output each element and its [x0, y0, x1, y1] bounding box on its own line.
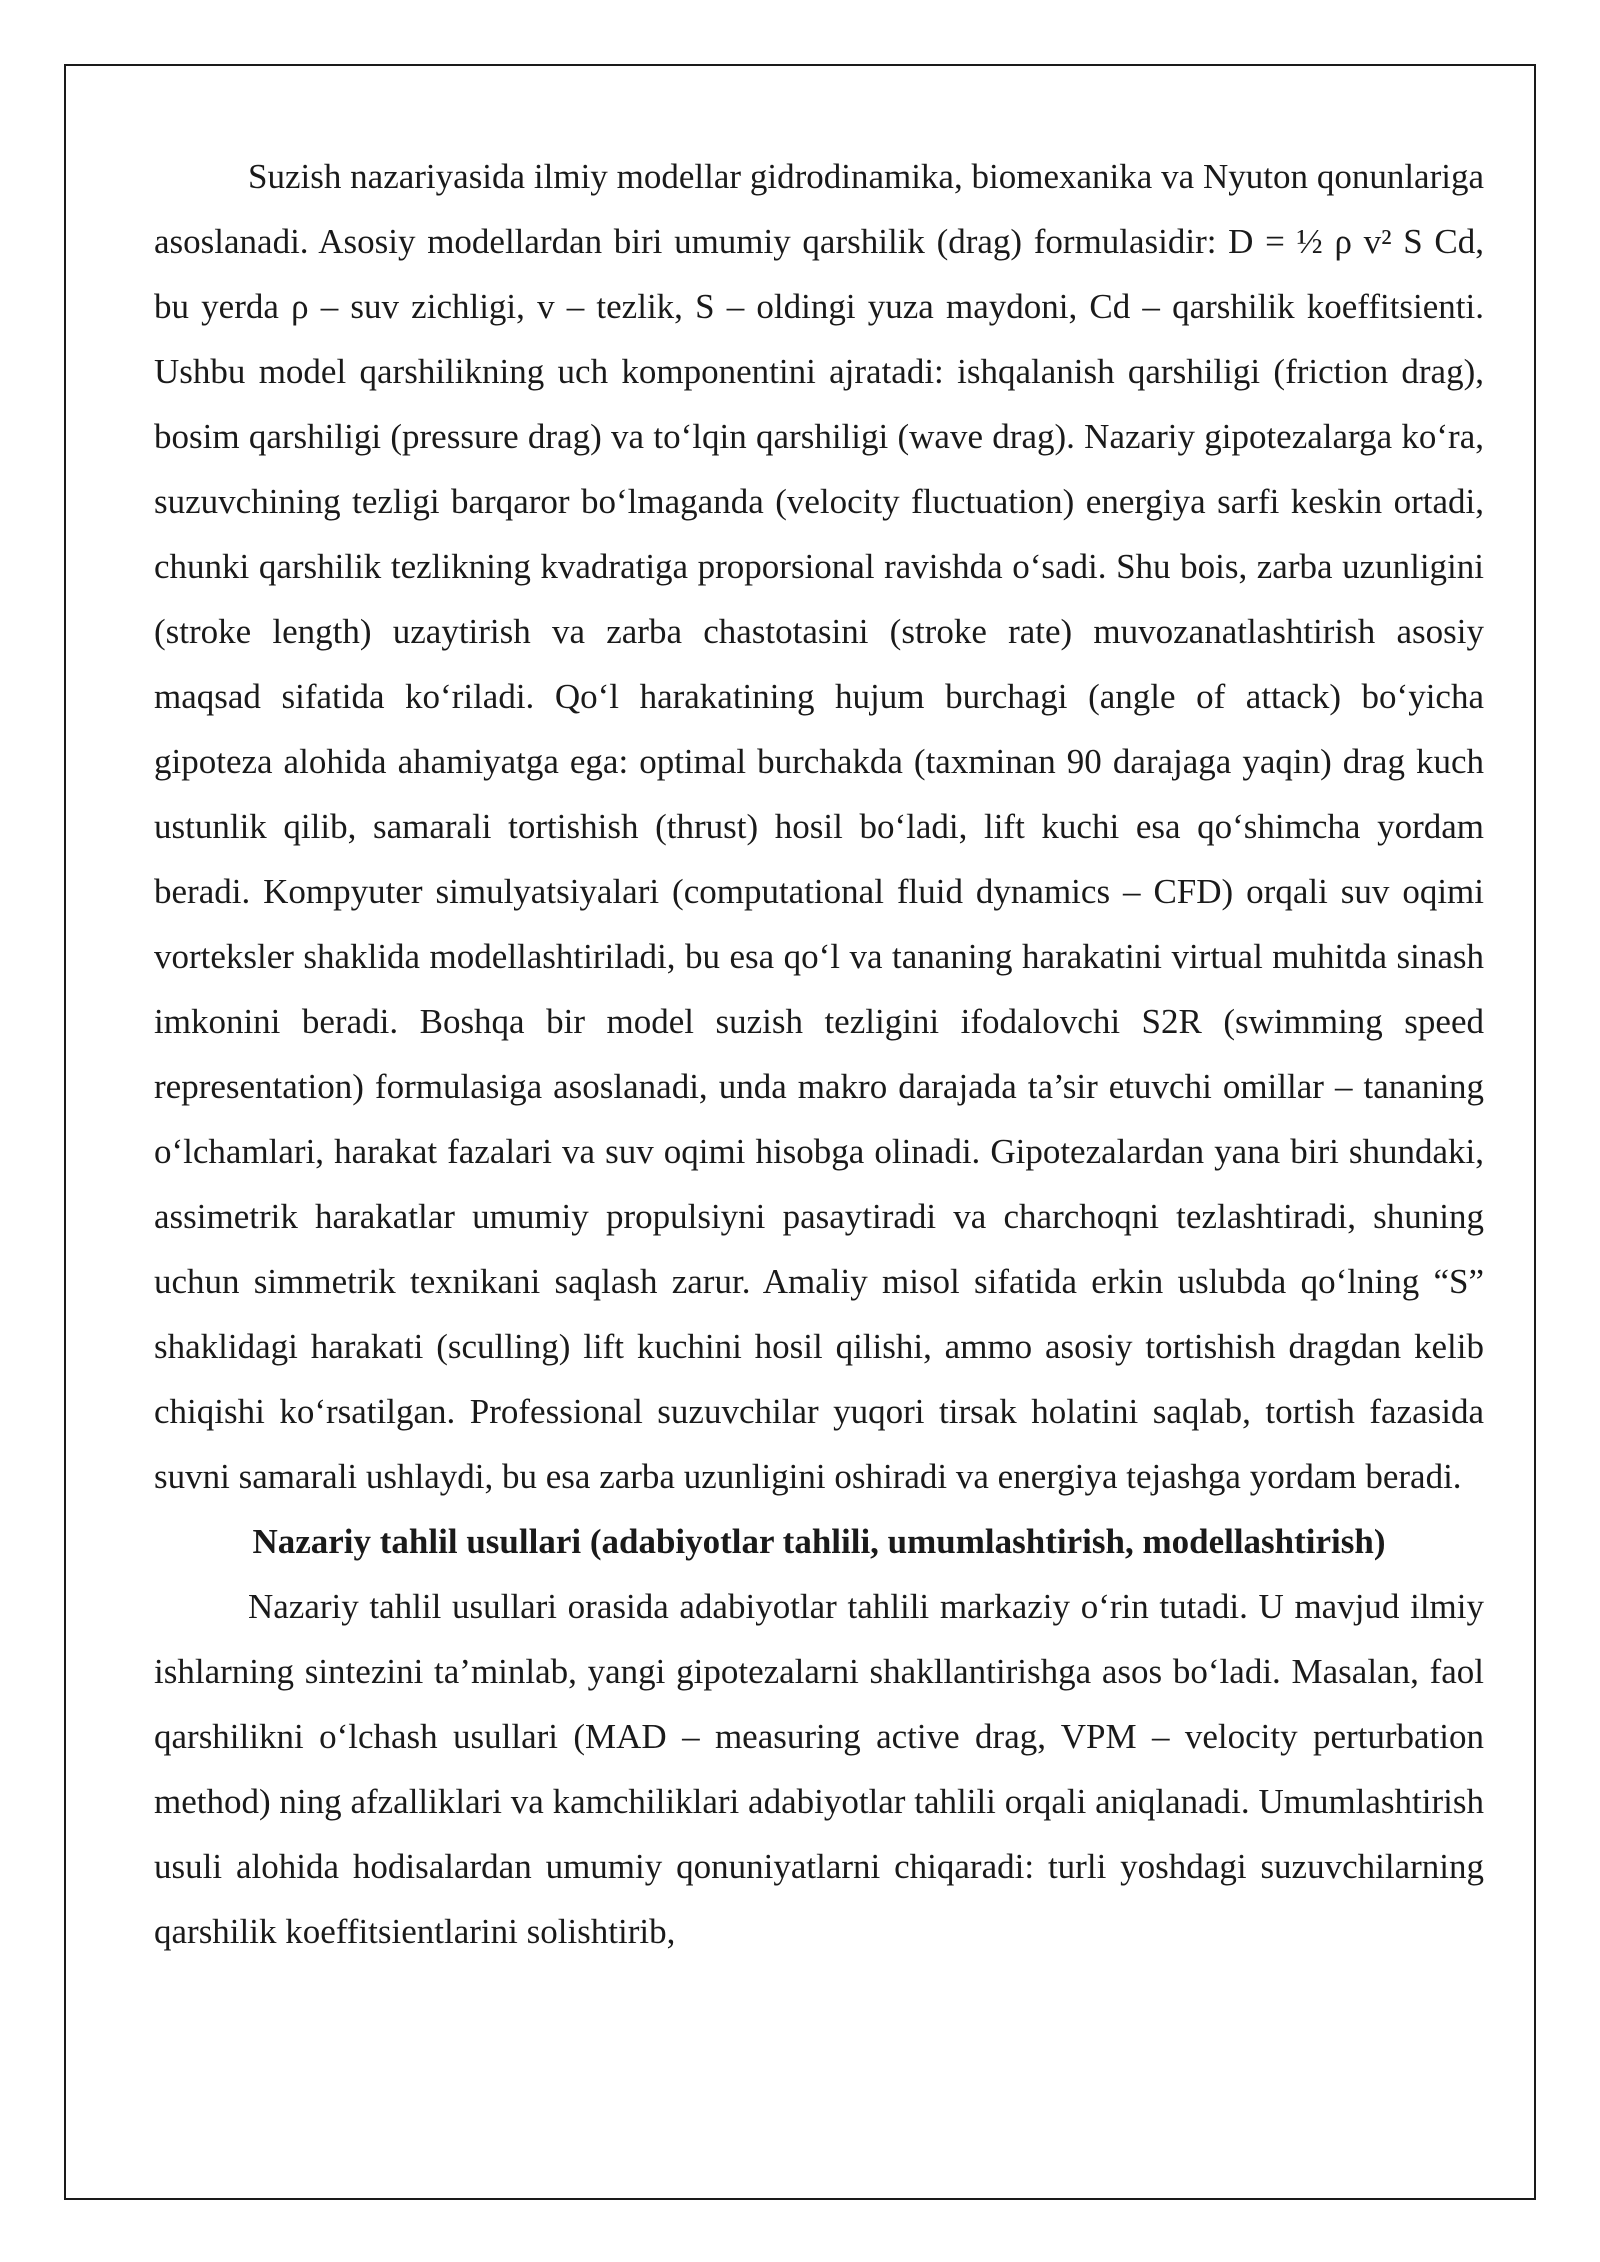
document-body — [154, 144, 1484, 1964]
section-heading: Nazariy tahlil usullari (adabiyotlar tahlili, umumlashtirish, modellashtirish) — [252, 1522, 1386, 1561]
body-paragraph: Suzish nazariyasida ilmiy modellar gidrodinamika, biomexanika va Nyuton qonunlariga asoslanadi. Asosiy modellardan biri umumiy qarshilik (drag) formulasidir: D = ½ ρ v² S Cd, bu yerda ρ – suv zichligi, v – tezlik, S – oldingi yuza maydoni, Cd – qarshilik koeffitsienti. Ushbu model qarshilikning uch komponentini ajratadi: ishqalanish qarshiligi (friction drag), bosim qarshiligi (pressure drag) va to‘lqin qarshiligi (wave drag). Nazariy gipotezalarga ko‘ra, suzuvchining tezligi barqaror bo‘lmaganda (velocity fluctuation) energiya sarfi keskin ortadi, chunki qarshilik tezlikning kvadratiga proporsional ravishda o‘sadi. Shu bois, zarba uzunligini (stroke length) uzaytirish va zarba chastotasini (stroke rate) muvozanatlashtirish asosiy maqsad sifatida ko‘riladi. Qo‘l harakatining hujum burchagi (angle of attack) bo‘yicha gipoteza alohida ahamiyatga ega: optimal burchakda (taxminan 90 darajaga yaqin) drag kuch ustunlik qilib, samarali tortishish (thrust) hosil bo‘ladi, lift kuchi esa qo‘shimcha yordam beradi. Kompyuter simulyatsiyalari (computational fluid dynamics – CFD) orqali suv oqimi vorteksler shaklida modellashtiriladi, bu esa qo‘l va tananing harakatini virtual muhitda sinash imkonini beradi. Boshqa bir model suzish tezligini ifodalovchi S2R (swimming speed representation) formulasiga asoslanadi, unda makro darajada ta’sir etuvchi omillar – tananing o‘lchamlari, harakat fazalari va suv oqimi hisobga olinadi. Gipotezalardan yana biri shundaki, assimetrik harakatlar umumiy propulsiyni pasaytiradi va charchoqni tezlashtiradi, shuning uchun simmetrik texnikani saqlash zarur. Amaliy misol sifatida erkin uslubda qo‘lning “S” shaklidagi harakati (sculling) lift kuchini hosil qilishi, ammo asosiy tortishish dragdan kelib chiqishi ko‘rsatilgan. Professional suzuvchilar yuqori tirsak holatini saqlab, tortish fazasida suvni samarali ushlaydi, bu esa zarba uzunligini oshiradi va energiya tejashga yordam beradi. — [154, 157, 1484, 1496]
body-paragraph: Nazariy tahlil usullari orasida adabiyotlar tahlili markaziy o‘rin tutadi. U mavjud ilmiy ishlarning sintezini ta’minlab, yangi gipotezalarni shakllantirishga asos bo‘ladi. Masalan, faol qarshilikni o‘lchash usullari (MAD – measuring active drag, VPM – velocity perturbation method) ning afzalliklari va kamchiliklari adabiyotlar tahlili orqali aniqlanadi. Umumlashtirish usuli alohida hodisalardan umumiy qonuniyatlarni chiqaradi: turli yoshdagi suzuvchilarning qarshilik koeffitsientlarini solishtirib, — [154, 1587, 1484, 1951]
